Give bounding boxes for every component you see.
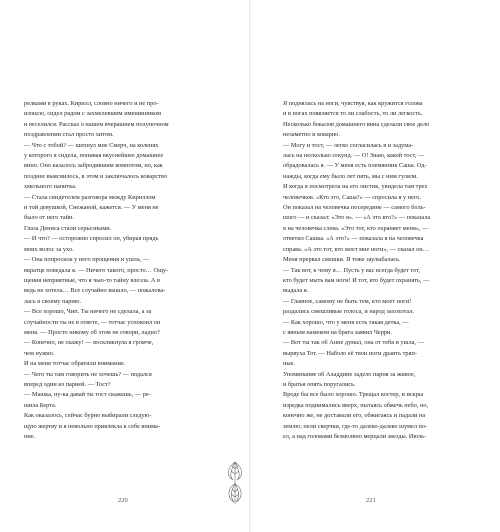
right-page <box>250 0 500 532</box>
text-line: ел, а над головами безмолвно мерцали звезды. Июль- <box>283 433 427 440</box>
text-line: Глаза Дениса стали серьезными. <box>24 224 112 232</box>
text-line: Я поднялась на ноги, чувствуя, как кружится голова <box>283 100 423 107</box>
text-line: изошло, сидел рядом с захмелевшим именинником <box>24 110 161 118</box>
text-line: ведь не хотела… Все случайно вышло, — пожалова- <box>24 287 166 295</box>
text-line: Как оказалось, сейчас бурно выбирали следую- <box>24 412 152 420</box>
text-line: — Чего ты там говорить не хочешь? — подался <box>24 370 152 378</box>
text-line: позднее выяснилось, в этом и заключалось коварство <box>24 172 167 180</box>
text-line: щения неприятные, что я чью-то тайну влезла. А в <box>24 276 161 284</box>
text-line: чем нужно. <box>24 349 55 357</box>
text-line: Меня прервал смешки. Я тоже заулыбалась. <box>283 256 401 264</box>
text-line: вырвуха Тот. — Наболо её твои ноги драить тряп- <box>283 349 417 357</box>
text-line: изредка поднимались вверх, пытаясь обжечь небо, но, <box>283 401 429 409</box>
text-line: и братья опять поругались. <box>283 380 356 388</box>
text-line: — Стала свидетелем разговора между Кириллом <box>24 193 156 201</box>
text-line: шого — и сказал: «Это я». — «А это кто?» — показала <box>283 214 431 222</box>
text-line: вкратце поведала я. — Ничего такого, просто… Ощу- <box>24 266 169 274</box>
text-line: кто будет мыть вам ноги! И тот, кто будет охранять, — <box>283 276 430 284</box>
text-line: незаметно и коварно. <box>283 131 340 139</box>
text-line: щую жертву и я невольно привлекла к себе внима- <box>24 422 160 430</box>
text-line: Несколько бокалов домашнего вина сделали свое дело <box>283 120 430 128</box>
text-line: И на меня тотчас обратили внимание. <box>24 360 126 368</box>
text-line: человечков. «Кто это, Саша?» — спросила я у него. <box>283 193 421 201</box>
text-line: и в ногах появляется то ли слабость, то ли легкость. <box>283 110 423 118</box>
text-line: у которого я сидела, попивая вкуснейшее домашнее <box>24 152 164 160</box>
text-line: — Главное, самому не быть тем, кто моет ноги! <box>283 297 412 305</box>
feather-ornament-icon <box>223 458 247 508</box>
text-line: — Что с тобой? — шепнул мне Смерч, на коленях <box>24 141 159 149</box>
text-line: моих волос за ухо. <box>24 245 74 253</box>
text-line: хмельного напитка. <box>24 183 77 191</box>
text-line: ние. <box>24 433 36 440</box>
text-line: — Конечно, не скажу! — воскликнула я громче, <box>24 339 154 347</box>
text-line: — И что? — осторожно спросил он, убирая прядь <box>24 235 159 243</box>
right-page-number: 221 <box>366 497 376 504</box>
text-line: Упоминание об Аладдине задело парня за живое, <box>283 370 416 378</box>
text-line: справа. «А это тот, кто моет мне ноги», — сказал он… <box>283 245 429 253</box>
text-line: шила Берта. <box>24 401 57 409</box>
text-line: Вроде бы все было хорошо. Трещал костер, и искры <box>283 391 424 399</box>
text-line: с явным намеком на брата заявил Черри. <box>283 328 392 336</box>
text-line: релками в руках. Кирилл, словно ничего и не про- <box>24 100 159 107</box>
text-line: вино. Оно казалось забродившим компотом, но, как <box>24 162 163 170</box>
text-line: поздравлении стал просто хитом. <box>24 131 114 139</box>
text-line: ные. <box>283 360 295 368</box>
text-line: И когда я посмотрела на его листик, увидела там трех <box>283 183 428 191</box>
text-line: — Вот ты так об Анне думал, она от тебя и ушла, — <box>283 339 424 347</box>
text-line: — Все хорошо, Чип. Ты ничего не сделала, а за <box>24 308 152 316</box>
text-line: случайности ты не в ответе, — тотчас успокоил он <box>24 318 161 326</box>
text-line: лась на несколько секунд. — О! Знаю, какой тост, — <box>283 152 425 160</box>
text-line: раздались смешливые голоса, и народ захохотал. <box>283 308 414 316</box>
text-line: ответил Сашка. «А это?» — показала я на человечка <box>283 235 424 243</box>
text-line: — Машка, ну-ка давай ты тост скажешь, — ре- <box>24 391 151 399</box>
text-line: меня. — Просто никому об этом не говори, ладно? <box>24 328 160 336</box>
text-line: землю; пели сверчки, где-то далеко-далеко шумел по- <box>283 422 428 430</box>
right-text-column <box>283 99 477 442</box>
text-line: я на человечка слева. «Это тот, кто охраняет меня», — <box>283 224 429 232</box>
left-page-number: 220 <box>118 497 128 504</box>
text-line: лась я своему парню. <box>24 297 82 305</box>
text-line: и той девушкой, Снежаной, кажется. — У меня не <box>24 204 159 212</box>
text-line: нажды, когда ему было лет пять, мы с ним гуляли. <box>283 172 418 180</box>
text-line: было от него тайн. <box>24 214 74 222</box>
text-line: выдала я. <box>283 287 309 295</box>
text-line: — Как хорошо, что у меня есть такая детка, — <box>283 318 409 326</box>
text-line: — Могу и тост, — легко согласилась я и задумa- <box>283 141 414 149</box>
text-line: и веселился. Рассказ о нашем вчерашнем полуночном <box>24 120 169 128</box>
text-line: вперед один из парней. — Тост? <box>24 380 111 388</box>
text-line: — Так вот, к чему я… Пусть у вас всегда будет тот, <box>283 266 421 274</box>
text-line: обрадовалась я. — У меня есть племянник Саша. Од- <box>283 162 427 170</box>
left-text-column <box>24 99 217 442</box>
text-line: — Она попросила у него прощения и ушла, — <box>24 256 150 264</box>
text-line: Он показал на человечка посередине — самого боль- <box>283 204 426 212</box>
text-line: конечно же, не доставали его, обжигаясь и падали на <box>283 412 426 420</box>
